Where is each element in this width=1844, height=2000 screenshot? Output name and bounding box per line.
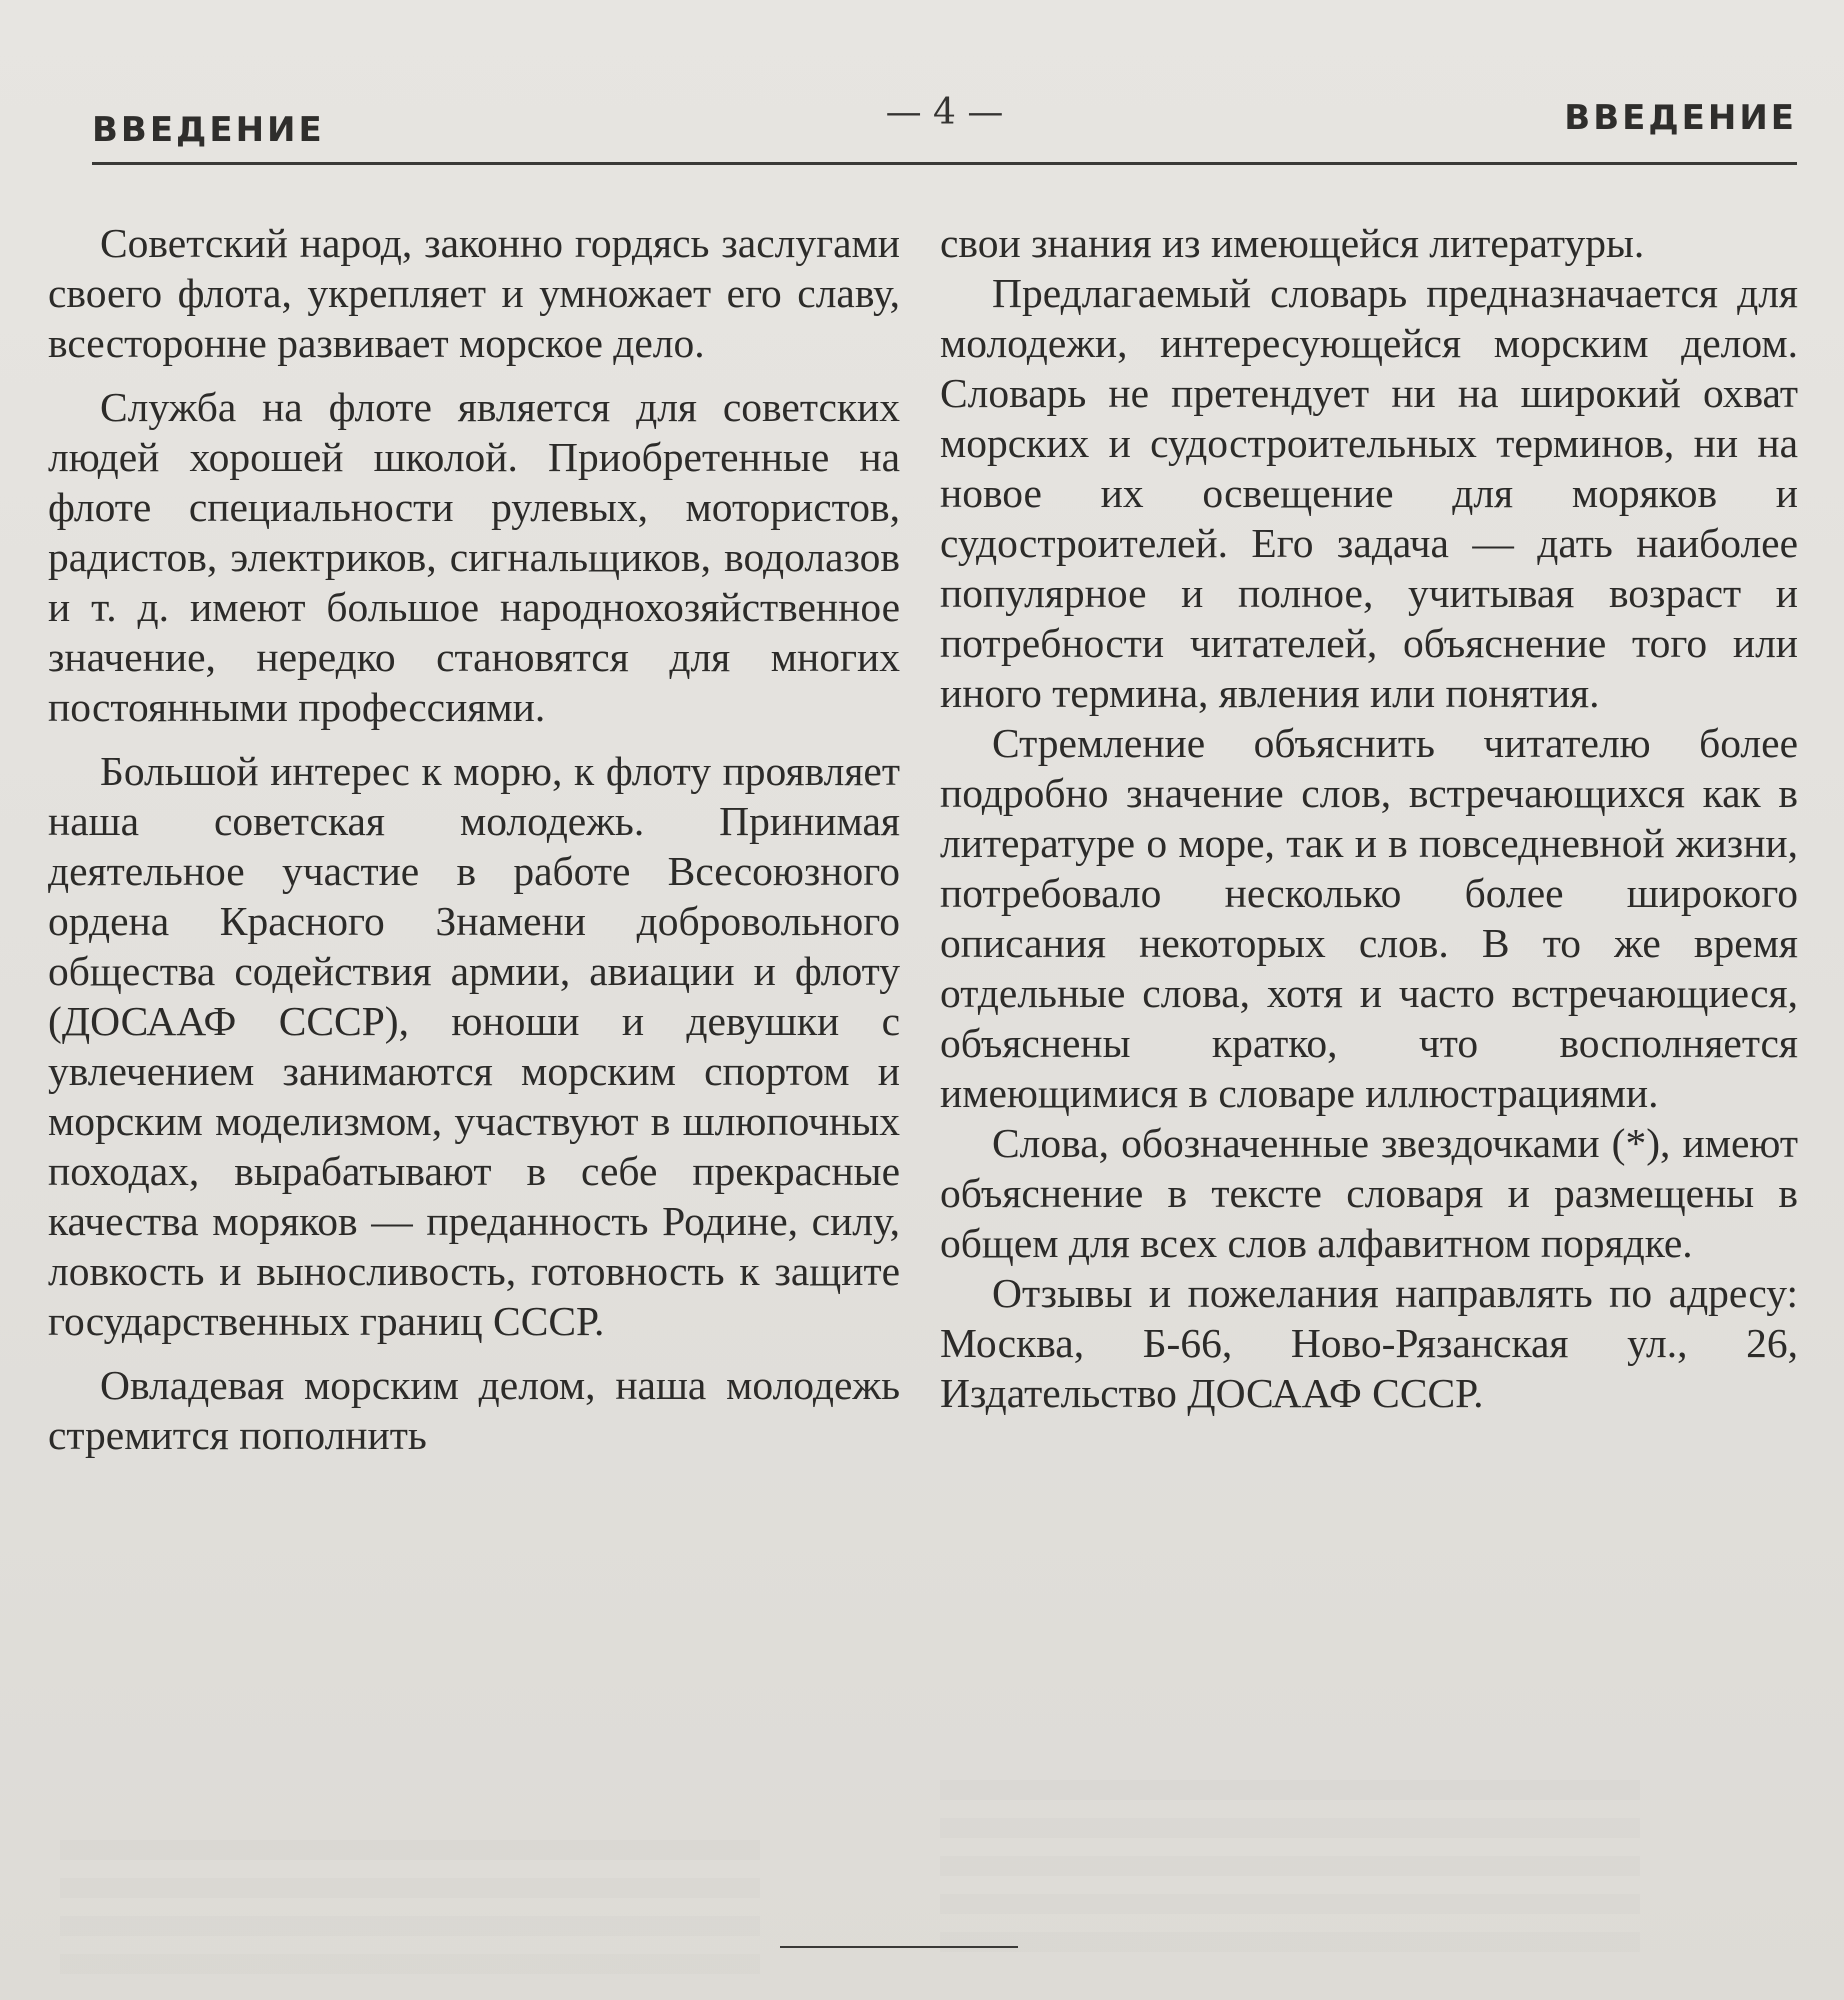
paragraph: Овладевая морским делом, наша молодежь стремится пополнить — [48, 1362, 900, 1458]
paragraph: Отзывы и пожелания направлять по адресу: Москва, Б-66, Ново-Рязанская ул., 26, Издательство ДОСААФ СССР. — [940, 1270, 1798, 1416]
running-head-right: ВВЕДЕНИЕ — [1564, 98, 1797, 138]
left-text-column — [48, 218, 900, 1460]
paragraph: Советский народ, законно гордясь заслугами своего флота, укрепляет и умножает его славу, всесторонне развивает морское дело. — [48, 220, 900, 366]
paragraph: свои знания из имеющейся литературы. — [940, 220, 1645, 266]
page-header — [92, 92, 1797, 165]
right-text-column — [940, 218, 1798, 1418]
running-head-left: ВВЕДЕНИЕ — [92, 110, 325, 150]
bottom-rule — [780, 1946, 1018, 1948]
show-through-texture — [940, 1780, 1640, 1960]
paragraph: Служба на флоте является для советских людей хорошей школой. Приобретенные на флоте специальности рулевых, мотористов, радистов, электриков, сигнальщиков, водолазов и т. д. имеют большое народнохозяйственное значение, нередко становятся для многих постоянными профессиями. — [48, 384, 900, 730]
show-through-texture — [60, 1840, 760, 1980]
paragraph: Стремление объяснить читателю более подробно значение слов, встречающихся как в литературе о море, так и в повседневной жизни, потребовало несколько более широкого описания некоторых слов. В то же время отдельные слова, хотя и часто встречающиеся, объяснены кратко, что восполняется имеющимися в словаре иллюстрациями. — [940, 720, 1798, 1116]
paragraph: Большой интерес к морю, к флоту проявляет наша советская молодежь. Принимая деятельное участие в работе Всесоюзного ордена Красного Знамени добровольного общества содействия армии, авиации и флоту (ДОСААФ СССР), юноши и девушки с увлечением занимаются морским спортом и морским моделизмом, участвуют в шлюпочных походах, вырабатывают в себе прекрасные качества моряков — преданность Родине, силу, ловкость и выносливость, готовность к защите государственных границ СССР. — [48, 748, 900, 1344]
paragraph: Слова, обозначенные звездочками (*), имеют объяснение в тексте словаря и размещены в общем для всех слов алфавитном порядке. — [940, 1120, 1798, 1266]
page-number: — 4 — — [885, 92, 1004, 133]
paragraph: Предлагаемый словарь предназначается для молодежи, интересующейся морским делом. Словарь не претендует ни на широкий охват морских и судостроительных терминов, ни на новое их освещение для моряков и судостроителей. Его задача — дать наиболее популярное и полное, учитывая возраст и потребности читателей, объяснение того или иного термина, явления или понятия. — [940, 270, 1798, 716]
